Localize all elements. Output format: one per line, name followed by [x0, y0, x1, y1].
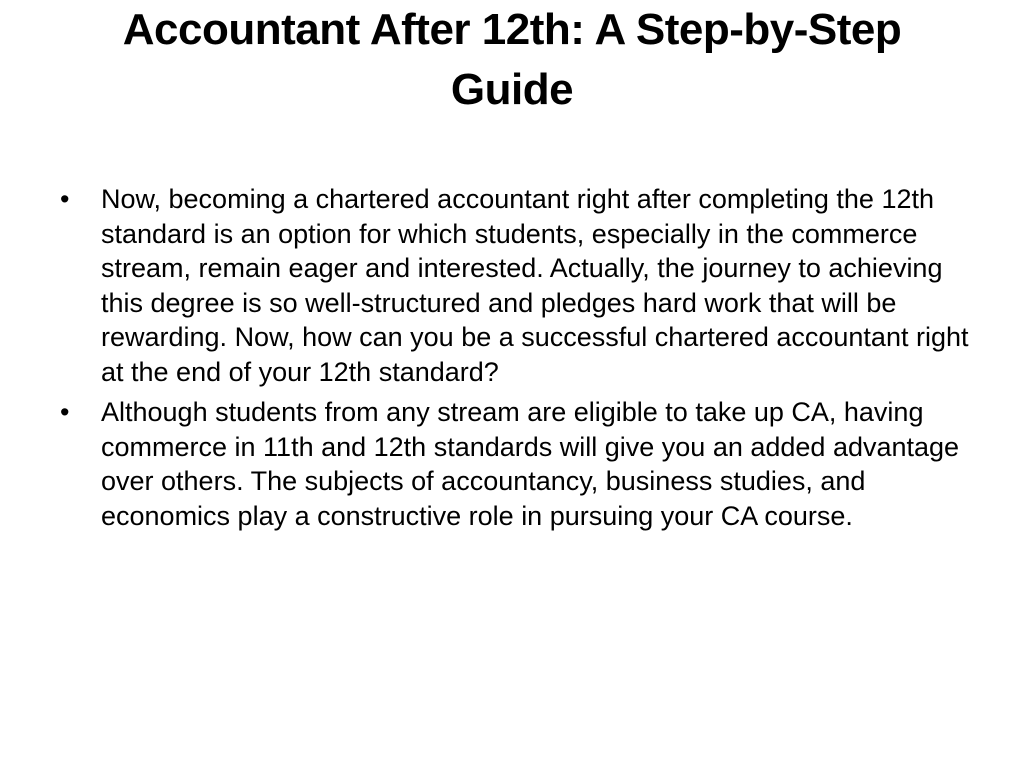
bullet-item	[56, 395, 971, 533]
bullet-icon: •	[60, 184, 70, 214]
bullet-list	[56, 182, 971, 539]
bullet-item	[56, 182, 971, 389]
slide-title: Accountant After 12th: A Step-by-Step Guide	[122, 5, 902, 114]
bullet-icon: •	[60, 397, 70, 427]
bullet-text: Although students from any stream are eligible to take up CA, having commerce in 11th and 12th standards will give you an added advantage over others. The subjects of accountancy, business studies, and economics play a constructive role in pursuing your CA course.	[101, 397, 960, 531]
bullet-text: Now, becoming a chartered accountant right after completing the 12th standard is an option for which students, especially in the commerce stream, remain eager and interested. Actually, the journey to achieving this degree is so well-structured and pledges hard work that will be rewarding. Now, how can you be a successful chartered accountant right at the end of your 12th standard?	[101, 184, 969, 387]
